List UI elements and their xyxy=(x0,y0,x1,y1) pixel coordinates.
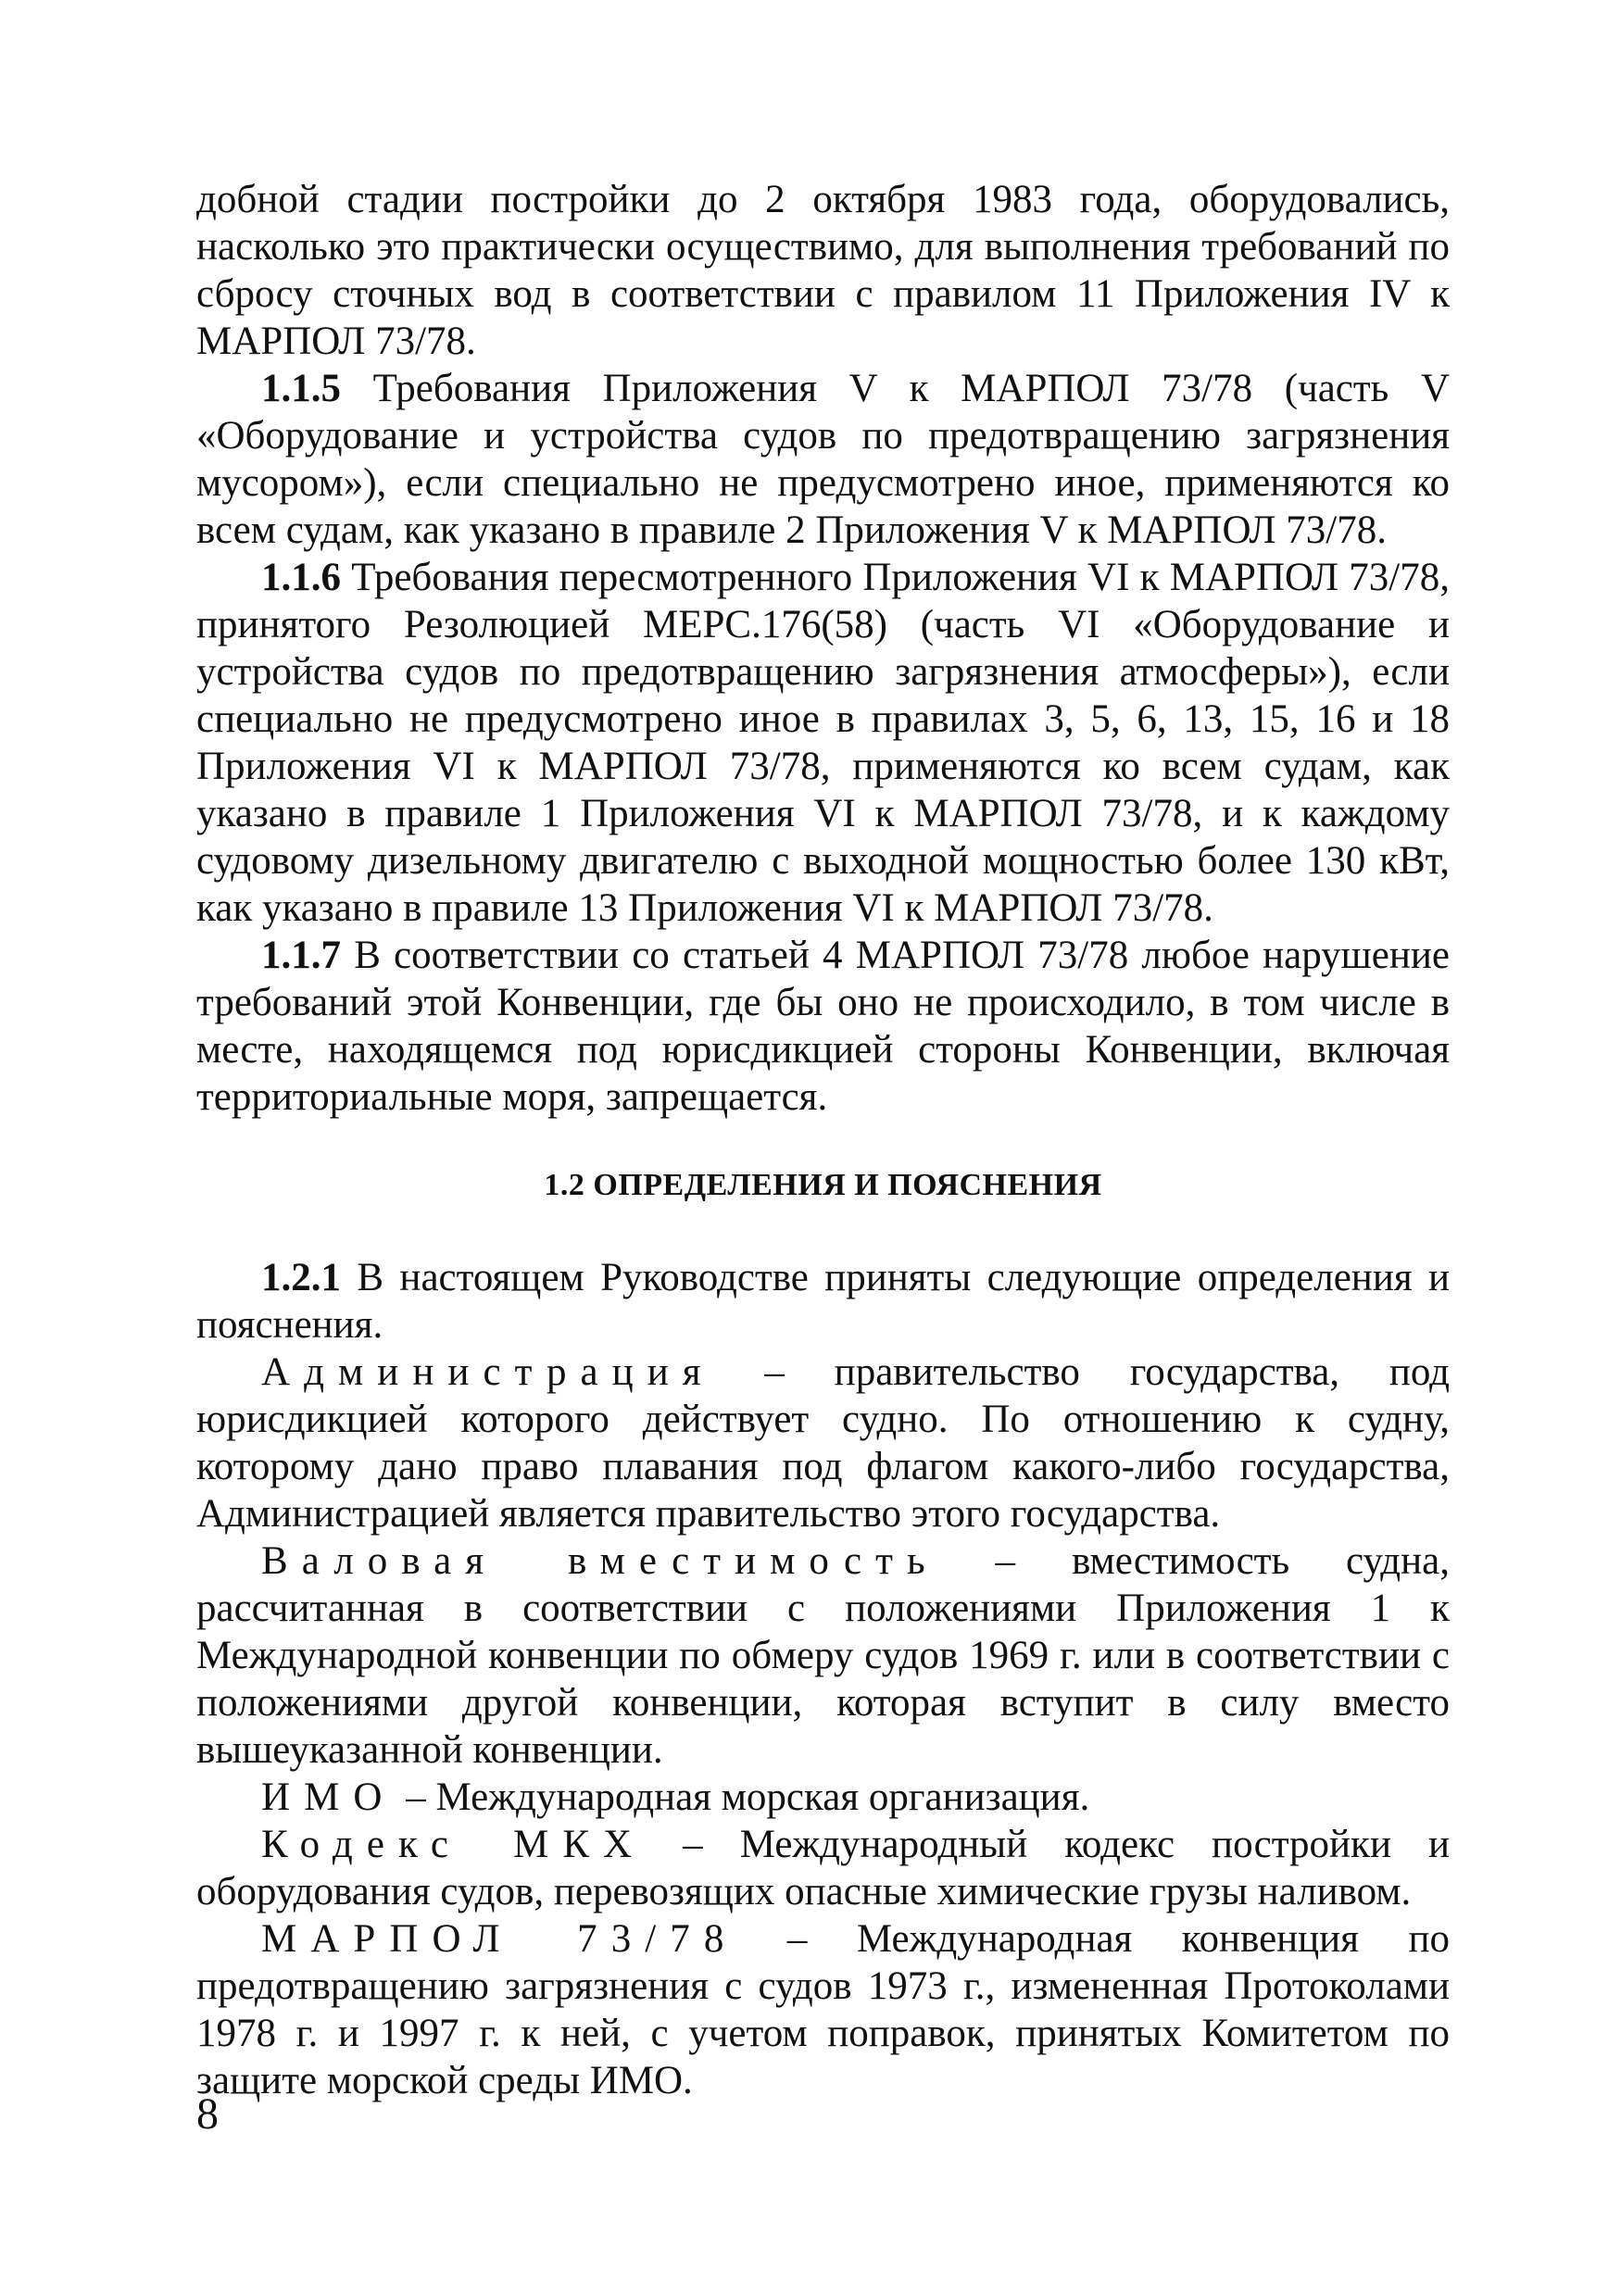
page-number: 8 xyxy=(196,2089,219,2139)
definition-ibc-code xyxy=(196,1821,1450,1915)
paragraph-1-1-6 xyxy=(196,554,1450,932)
paragraph-1-2-1 xyxy=(196,1254,1450,1349)
paragraph-text: Требования пересмотренного Приложения VI к МАРПОЛ 73/78, принятого Резолюцией MEPC.176(58) (часть VI «Оборудование и устройства судов по предотвращению загрязнения атмосферы»), если специально не предусмотрено иное в правилах 3, 5, 6, 13, 15, 16 и 18 Приложения VI к МАРПОЛ 73/78, применяются ко всем судам, как указано в правиле 1 Приложения VI к МАРПОЛ 73/78, и к каждому судовому дизельному двигателю с выходной мощностью более 130 кВт, как указано в правиле 13 Приложения VI к МАРПОЛ 73/78. xyxy=(196,556,1450,930)
definition-term: Валовая вместимость xyxy=(261,1539,939,1583)
paragraph-number: 1.1.7 xyxy=(261,934,341,977)
definition-marpol xyxy=(196,1915,1450,2104)
paragraph-number: 1.1.5 xyxy=(261,367,341,410)
section-heading: 1.2 ОПРЕДЕЛЕНИЯ И ПОЯСНЕНИЯ xyxy=(544,1168,1102,1202)
paragraph-1-1-7 xyxy=(196,932,1450,1121)
definition-administration xyxy=(196,1349,1450,1537)
paragraph-text: добной стадии постройки до 2 октября 1983 года, оборудовались, насколько это практически осуществимо, для выполнения требований по сбросу сточных вод в соответствии с правилом 11 Приложения IV к МАРПОЛ 73/78. xyxy=(196,178,1450,363)
body-text xyxy=(196,176,1450,2104)
definition-text: – Международная конвенция по предотвращению загрязнения с судов 1973 г., измененная Протоколами 1978 г. и 1997 г. к ней, с учетом поправок, принятых Комитетом по защите морской среды ИМО. xyxy=(196,1917,1450,2102)
definition-text: – вместимость судна, рассчитанная в соответствии с положениями Приложения 1 к Международной конвенции по обмеру судов 1969 г. или в соответствии с положениями другой конвенции, которая вступит в силу вместо вышеуказанной конвенции. xyxy=(196,1539,1450,1772)
definition-imo xyxy=(196,1774,1450,1821)
definition-text: – правительство государства, под юрисдикцией которого действует судно. По отношению к судну, которому дано право плавания под флагом какого-либо государства, Администрацией является правительство этого государства. xyxy=(196,1350,1450,1536)
paragraph-continuation xyxy=(196,176,1450,365)
definition-term: ИМО xyxy=(261,1775,396,1819)
paragraph-1-1-5 xyxy=(196,365,1450,554)
definition-gross-tonnage xyxy=(196,1537,1450,1774)
paragraph-number: 1.1.6 xyxy=(261,556,341,599)
paragraph-number: 1.2.1 xyxy=(261,1256,341,1299)
definition-text: – Международный кодекс постройки и оборудования судов, перевозящих опасные химические грузы наливом. xyxy=(196,1823,1450,1913)
paragraph-text: В соответствии со статьей 4 МАРПОЛ 73/78 любое нарушение требований этой Конвенции, где бы оно не происходило, в том числе в месте, находящемся под юрисдикцией стороны Конвенции, включая территориальные моря, запрещается. xyxy=(196,934,1450,1119)
paragraph-text: В настоящем Руководстве приняты следующие определения и пояснения. xyxy=(196,1256,1450,1347)
definition-term: Кодекс МКХ xyxy=(261,1823,647,1866)
definition-term: Администрация xyxy=(261,1350,715,1394)
definition-text: – Международная морская организация. xyxy=(396,1775,1090,1819)
paragraph-text: Требования Приложения V к МАРПОЛ 73/78 (часть V «Оборудование и устройства судов по предотвращению загрязнения мусором»), если специально не предусмотрено иное, применяются ко всем судам, как указано в правиле 2 Приложения V к МАРПОЛ 73/78. xyxy=(196,367,1450,552)
definition-term: МАРПОЛ 73/78 xyxy=(261,1917,738,1961)
